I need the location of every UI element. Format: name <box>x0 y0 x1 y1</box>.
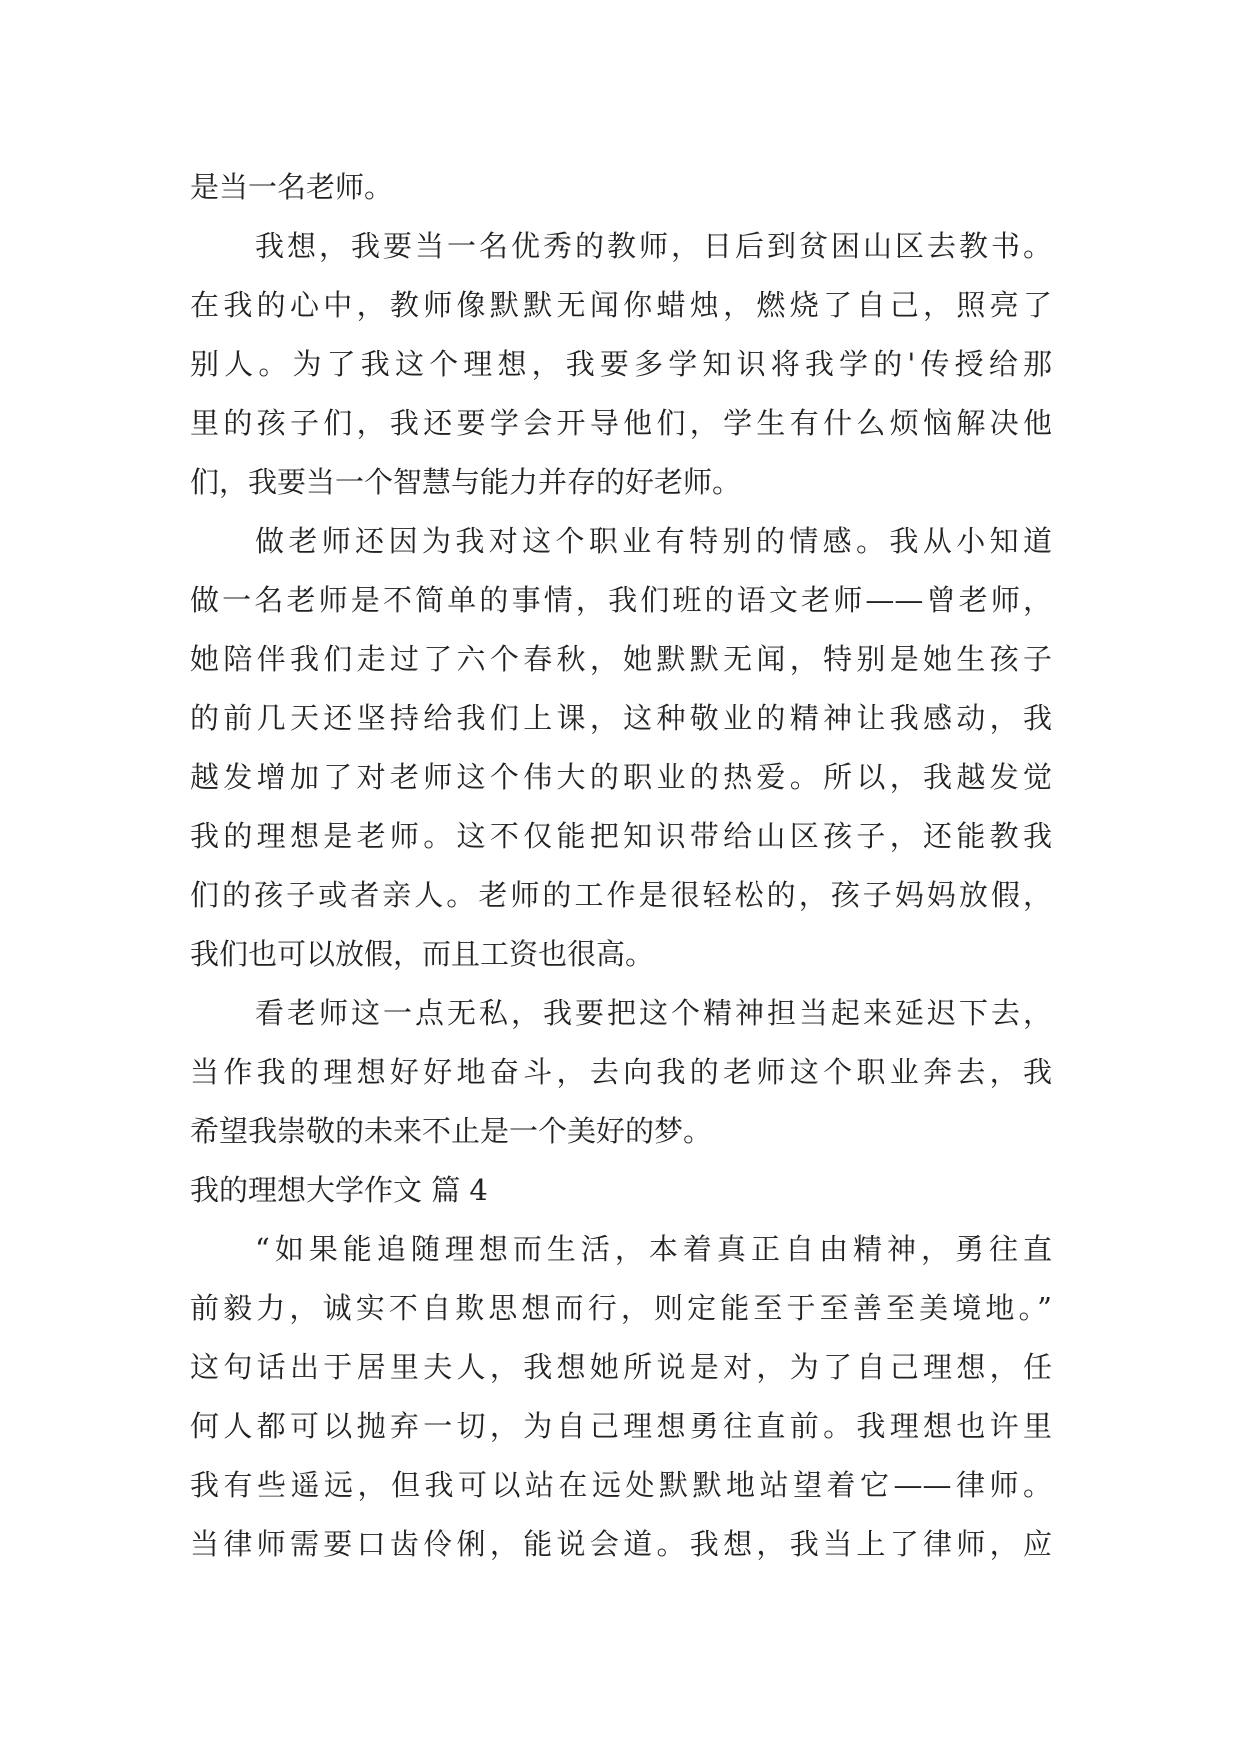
text-line: 何人都可以抛弃一切，为自己理想勇往直前。我理想也许里 <box>190 1409 1052 1443</box>
text-line: 我有些遥远，但我可以站在远处默默地站望着它——律师。 <box>190 1468 1052 1502</box>
text-line: 在我的心中，教师像默默无闻你蜡烛，燃烧了自己，照亮了 <box>190 288 1052 322</box>
text-line: 们，我要当一个智慧与能力并存的好老师。 <box>190 465 742 499</box>
text-line: 我的理想是老师。这不仅能把知识带给山区孩子，还能教我 <box>190 819 1052 853</box>
paragraph-5 <box>190 1220 1052 1574</box>
text-line: 当作我的理想好好地奋斗，去向我的老师这个职业奔去，我 <box>190 1055 1052 1089</box>
text-line: 我想，我要当一名优秀的教师，日后到贫困山区去教书。 <box>255 229 1052 263</box>
text-line: 希望我崇敬的未来不止是一个美好的梦。 <box>190 1114 713 1148</box>
paragraph-4 <box>190 984 1052 1161</box>
paragraph-3 <box>190 512 1052 984</box>
text-line: 看老师这一点无私，我要把这个精神担当起来延迟下去， <box>255 996 1052 1030</box>
document-body <box>190 158 1052 1574</box>
section-heading <box>190 1161 1052 1220</box>
section-heading-text: 我的理想大学作文 篇 4 <box>190 1173 488 1207</box>
text-line: 是当一名老师。 <box>190 170 394 204</box>
text-line: 别人。为了我这个理想，我要多学知识将我学的'传授给那 <box>190 347 1052 381</box>
text-line: 前毅力，诚实不自欺思想而行，则定能至于至善至美境地。” <box>190 1291 1052 1325</box>
paragraph-1 <box>190 158 1052 217</box>
text-line: 里的孩子们，我还要学会开导他们，学生有什么烦恼解决他 <box>190 406 1052 440</box>
text-line: 她陪伴我们走过了六个春秋，她默默无闻，特别是她生孩子 <box>190 642 1052 676</box>
text-line: 我们也可以放假，而且工资也很高。 <box>190 937 655 971</box>
text-line: 的前几天还坚持给我们上课，这种敬业的精神让我感动，我 <box>190 701 1052 735</box>
text-line: 当律师需要口齿伶俐，能说会道。我想，我当上了律师，应 <box>190 1527 1052 1561</box>
text-line: 越发增加了对老师这个伟大的职业的热爱。所以，我越发觉 <box>190 760 1052 794</box>
text-line: 们的孩子或者亲人。老师的工作是很轻松的，孩子妈妈放假， <box>190 878 1052 912</box>
paragraph-2 <box>190 217 1052 512</box>
text-line: 做一名老师是不简单的事情，我们班的语文老师——曾老师， <box>190 583 1052 617</box>
text-line: “如果能追随理想而生活，本着真正自由精神，勇往直 <box>255 1232 1052 1266</box>
text-line: 这句话出于居里夫人，我想她所说是对，为了自己理想，任 <box>190 1350 1052 1384</box>
text-line: 做老师还因为我对这个职业有特别的情感。我从小知道 <box>255 524 1052 558</box>
